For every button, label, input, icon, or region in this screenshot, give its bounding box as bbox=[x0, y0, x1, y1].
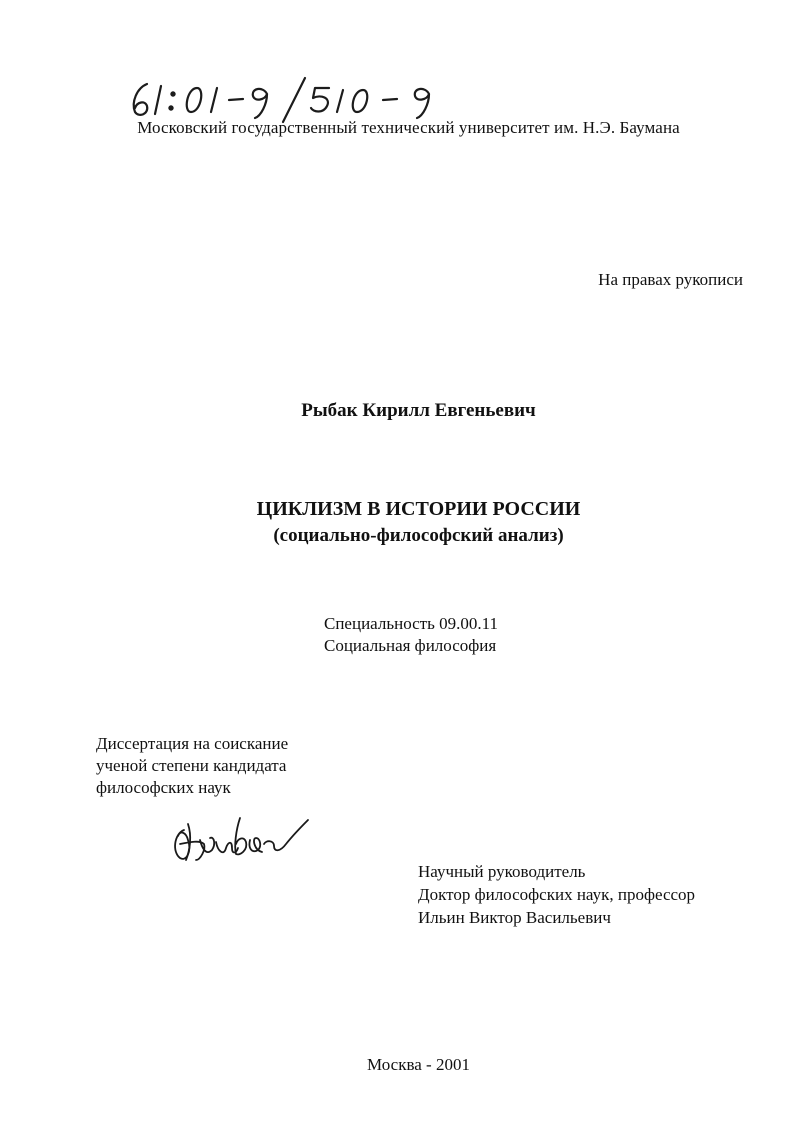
handwritten-archive-code bbox=[125, 72, 465, 124]
dissertation-subtitle: (социально-философский анализ) bbox=[273, 525, 564, 546]
specialty-block bbox=[324, 613, 498, 657]
dissertation-line: ученой степени кандидата bbox=[96, 756, 287, 775]
dissertation-line: Диссертация на соискание bbox=[96, 734, 289, 753]
advisor-role: Научный руководитель bbox=[418, 862, 586, 881]
author-name: Рыбак Кирилл Евгеньевич bbox=[301, 400, 536, 421]
city-year: Москва - 2001 bbox=[367, 1055, 470, 1074]
advisor-block bbox=[418, 860, 695, 929]
rights-note: На правах рукописи bbox=[598, 270, 743, 289]
dissertation-line: философских наук bbox=[96, 778, 231, 797]
dissertation-note bbox=[96, 733, 288, 799]
specialty-name: Социальная философия bbox=[324, 636, 497, 655]
specialty-code: Специальность 09.00.11 bbox=[324, 614, 498, 633]
author-signature bbox=[170, 800, 310, 870]
advisor-name: Ильин Виктор Васильевич bbox=[418, 908, 611, 927]
dissertation-title: ЦИКЛИЗМ В ИСТОРИИ РОССИИ bbox=[256, 498, 581, 520]
university-name: Московский государственный технический университет им. Н.Э. Баумана bbox=[137, 118, 680, 137]
advisor-degree: Доктор философских наук, профессор bbox=[418, 885, 696, 904]
